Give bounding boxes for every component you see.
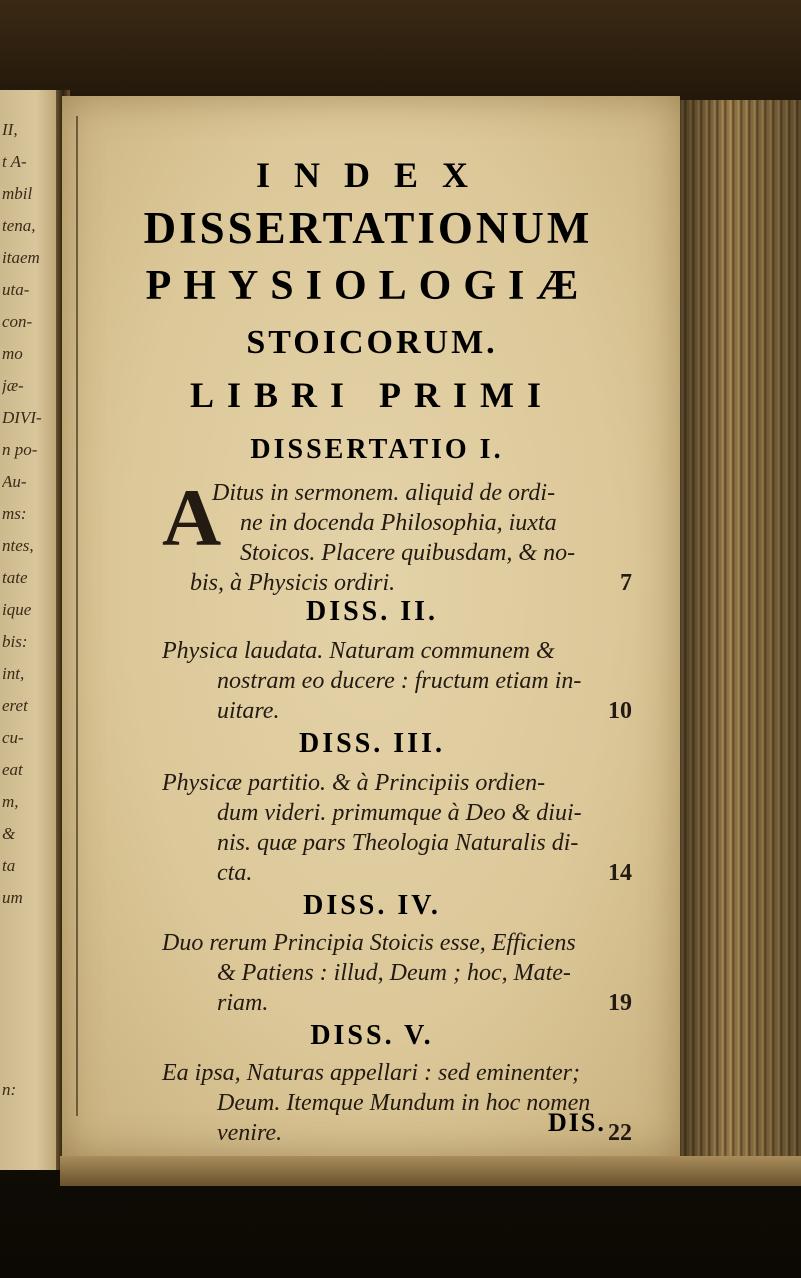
left-margin-text: bis: bbox=[2, 632, 28, 651]
page-number: 14 bbox=[608, 860, 632, 886]
entry-line: Deum. Itemque Mundum in hoc nomen bbox=[217, 1090, 591, 1116]
left-margin-text: tena, bbox=[2, 216, 36, 235]
drop-cap-letter: A bbox=[162, 472, 222, 563]
left-margin-text: cu- bbox=[2, 728, 24, 747]
entry-line: nis. quæ pars Theologia Naturalis di- bbox=[217, 830, 579, 856]
left-margin-text: jæ- bbox=[2, 376, 24, 395]
left-margin-text: ique bbox=[2, 600, 32, 619]
left-margin-text: mbil bbox=[2, 184, 33, 203]
left-margin-text: n po- bbox=[2, 440, 38, 459]
section-entry bbox=[162, 768, 632, 888]
left-margin-text: uta- bbox=[2, 280, 30, 299]
entry-line-text: cta. bbox=[217, 860, 253, 886]
dissertationum-heading: DISSERTATIONUM bbox=[143, 203, 593, 253]
page-number: 7 bbox=[620, 570, 632, 596]
section-entry bbox=[162, 472, 632, 598]
entry-line bbox=[162, 568, 632, 598]
entry-line: & Patiens : illud, Deum ; hoc, Mate- bbox=[217, 960, 571, 986]
book-page bbox=[62, 96, 680, 1156]
left-margin-text: um bbox=[2, 888, 23, 907]
left-margin-text: itaem bbox=[2, 248, 40, 267]
libri-primi-heading: LIBRI PRIMI bbox=[189, 375, 555, 415]
left-margin-text: ntes, bbox=[2, 536, 34, 555]
entry-line: Ea ipsa, Naturas appellari : sed eminenter; bbox=[162, 1060, 580, 1086]
page-number: 10 bbox=[608, 698, 632, 724]
entry-line: nostram eo ducere : fructum etiam in- bbox=[217, 668, 582, 694]
entry-line-text: riam. bbox=[217, 990, 269, 1016]
page-bottom-edge bbox=[60, 1156, 801, 1186]
section-entry bbox=[162, 636, 632, 726]
left-margin-text: n: bbox=[2, 1080, 17, 1099]
index-heading: INDEX bbox=[255, 155, 492, 195]
entry-line: dum videri. primumque à Deo & diui- bbox=[217, 800, 582, 826]
entry-line bbox=[162, 696, 632, 726]
left-margin-text: m, bbox=[2, 792, 19, 811]
left-margin-text: int, bbox=[2, 664, 25, 683]
left-margin-text: ta bbox=[2, 856, 16, 875]
dissertatio-heading: DISSERTATIO I. bbox=[250, 434, 504, 465]
dissertatio-heading: DISS. II. bbox=[305, 596, 439, 627]
entry-line: ne in docenda Philosophia, iuxta bbox=[240, 510, 557, 536]
entry-line-text: venire. bbox=[217, 1120, 283, 1146]
left-margin-text: & bbox=[2, 824, 16, 843]
left-margin-text: tate bbox=[2, 568, 28, 587]
section-entry bbox=[162, 928, 632, 1018]
left-margin-text: II, bbox=[2, 120, 18, 139]
entry-line-text: uitare. bbox=[217, 698, 280, 724]
entry-line: Duo rerum Principia Stoicis esse, Efficiens bbox=[162, 930, 576, 956]
fore-edge-shadow bbox=[680, 100, 801, 1180]
dissertatio-heading: DISS. V. bbox=[310, 1020, 434, 1051]
dissertatio-heading: DISS. IV. bbox=[303, 890, 441, 921]
catchword: DIS. bbox=[548, 1108, 606, 1137]
left-margin-text: eat bbox=[2, 760, 23, 779]
entry-line-text: bis, à Physicis ordiri. bbox=[190, 570, 396, 596]
entry-line bbox=[162, 988, 632, 1018]
entry-line: Physicæ partitio. & à Principiis ordien- bbox=[162, 770, 546, 796]
left-margin-text: mo bbox=[2, 344, 23, 363]
margin-rule bbox=[76, 116, 78, 1116]
physiologiae-heading: PHYSIOLOGIÆ bbox=[145, 263, 591, 309]
entry-line bbox=[162, 858, 632, 888]
stoicorum-heading: STOICORUM. bbox=[246, 324, 498, 361]
entry-line: Ditus in sermonem. aliquid de ordi- bbox=[212, 480, 556, 506]
entry-line: Physica laudata. Naturam communem & bbox=[162, 638, 555, 664]
page-number: 19 bbox=[608, 990, 632, 1016]
left-margin-text: Au- bbox=[2, 472, 27, 491]
facing-page-fragment bbox=[0, 90, 60, 1170]
left-margin-text: ms: bbox=[2, 504, 27, 523]
dissertatio-heading: DISS. III. bbox=[299, 728, 445, 759]
left-margin-text: con- bbox=[2, 312, 33, 331]
entry-line: Stoicos. Placere quibusdam, & no- bbox=[240, 540, 576, 566]
page-number: 22 bbox=[608, 1120, 632, 1146]
left-margin-text: DIVI- bbox=[2, 408, 42, 427]
left-margin-text: t A- bbox=[2, 152, 27, 171]
left-margin-text: eret bbox=[2, 696, 28, 715]
